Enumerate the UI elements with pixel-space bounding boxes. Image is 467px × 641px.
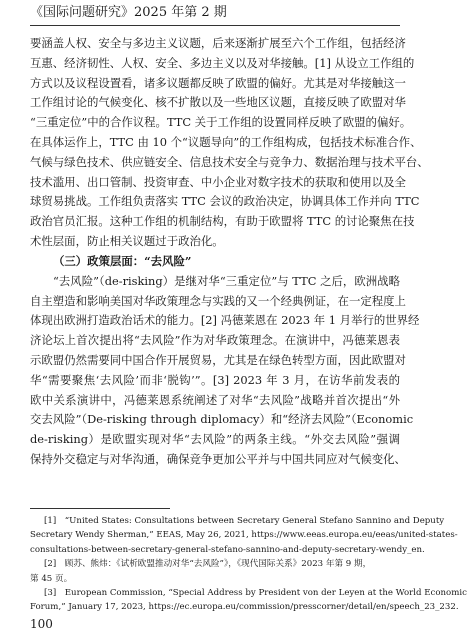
footnote-line: [2] 顾苏、熊炜：《试析欧盟推动对华“去风险”》，《现代国际关系》2023 年第 9 期， [44, 559, 372, 570]
text-line: 气候与绿色技术、供应链安全、信息技术安全与竞争力、数据治理与技术平台、 [30, 154, 429, 169]
footnote [30, 514, 458, 557]
footnote-line: [3] European Commission, “Special Address by President von der Leyen at the World Economic [44, 587, 467, 598]
header-divider [30, 25, 400, 26]
journal-running-header: 《国际问题研究》2025 年第 2 期 [30, 5, 227, 20]
text-line: de-risking）是欧盟实现对华“去风险”的两条主线。“外交去风险”强调 [30, 432, 400, 447]
page-number: 100 [30, 617, 53, 631]
text-line: 济论坛上首次提出将“去风险”作为对华政策理念。在演讲中，冯德莱恩表 [30, 333, 400, 348]
text-line: 互惠、经济韧性、人权、安全、多边主义以及对华接触。[1] 从设立工作组的 [30, 55, 415, 70]
footnote-line: [1] “United States: Consultations between Secretary General Stefano Sannino and Deputy [44, 516, 445, 526]
text-line: “三重定位”中的合作议程。TTC 关于工作组的设置同样反映了欧盟的偏好。 [30, 115, 412, 130]
text-line: 球贸易挑战。工作组负责落实 TTC 会议的政治决定，协调具体工作并向 TTC [30, 194, 420, 209]
text-line: 工作组讨论的气候变化、核不扩散以及一些地区议题，直接反映了欧盟对华 [30, 95, 406, 110]
text-line: 保持外交稳定与对华沟通，确保竞争更加公平并与中国共同应对气候变化、 [30, 451, 406, 466]
footnote-line: consultations-between-secretary-general-stefano-sannino-and-deputy-secretary-wendy_en. [30, 544, 425, 555]
footnote-line: Secretary Wendy Sherman,” EEAS, May 26, 2021, https://www.eeas.europa.eu/eeas/united-states- [30, 530, 458, 541]
footnotes [30, 514, 467, 615]
article-body [30, 34, 429, 470]
footnote [30, 586, 467, 615]
paragraph [30, 133, 429, 252]
paragraph [30, 34, 415, 133]
text-line: 要涵盖人权、安全与多边主义议题，后来逐渐扩展至六个工作组，包括经济 [30, 36, 406, 50]
text-line: 术性层面，防止相关议题过于政治化。 [30, 233, 224, 248]
text-line: 华“需要聚焦‘去风险’而非‘脱钩’”。[3] 2023 年 3 月，在访华前发表的 [30, 372, 400, 387]
paragraph [30, 272, 420, 470]
footnote-line: 第 45 页。 [30, 573, 73, 584]
text-line: 示欧盟仍然需要同中国合作开展贸易，尤其是在绿色转型方面，因此欧盟对 [30, 352, 406, 367]
text-line: 自主塑造和影响美国对华政策理念与实践的又一个经典例证，在一定程度上 [30, 293, 406, 308]
text-line: 在具体运作上，TTC 由 10 个“议题导向”的工作组构成，包括技术标准合作、 [30, 134, 422, 149]
text-line: “去风险”（de-risking）是继对华“三重定位”与 TTC 之后，欧洲战略 [53, 273, 400, 288]
text-line: 欧中关系演讲中，冯德莱恩系统阐述了对华“去风险”战略并首次提出“外 [30, 392, 400, 407]
text-line: 技术滥用、出口管制、投资审查、中小企业对数字技术的获取和使用以及全 [30, 174, 406, 189]
footnote-divider [30, 508, 170, 509]
section-heading: （三）政策层面：“去风险” [53, 253, 192, 268]
text-line: 体现出欧洲打造政治话术的能力。[2] 冯德莱恩在 2023 年 1 月举行的世界经 [30, 313, 420, 328]
footnote [30, 557, 400, 586]
text-line: 政治官员汇报。这种工作组的机制结构，有助于欧盟将 TTC 的讨论聚焦在技 [30, 214, 415, 229]
text-line: 交去风险”（De-risking through diplomacy）和“经济去风险”（Economic [30, 412, 414, 427]
footnote-line: Forum,” January 17, 2023, https://ec.europa.eu/commission/presscorner/detail/en/speech_23_232. [30, 602, 459, 613]
text-line: 方式以及议程设置看，诸多议题都反映了欧盟的偏好。尤其是对华接触这一 [30, 75, 406, 90]
